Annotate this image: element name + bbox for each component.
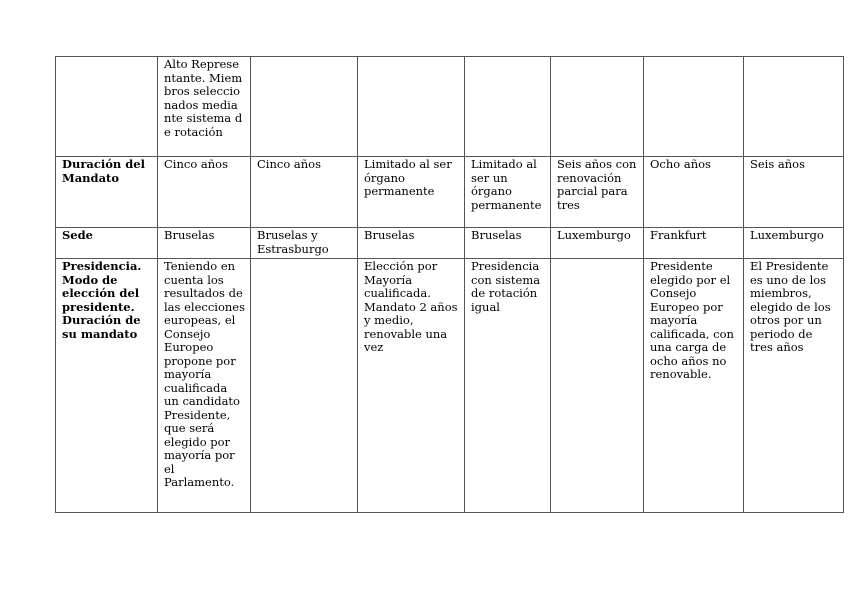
- table-cell: Luxemburgo: [551, 228, 644, 259]
- table-cell: Presidente elegido por el Consejo Europeo por mayoría calificada, con una carga de ocho años no renovable.: [644, 259, 744, 513]
- table-cell: [251, 57, 358, 157]
- table-cell: [358, 57, 465, 157]
- row-header-sede: Sede: [56, 228, 158, 259]
- table-cell: [465, 57, 551, 157]
- table-cell: Cinco años: [158, 157, 251, 228]
- table-cell: Elección por Mayoría cualificada. Mandato 2 años y medio, renovable una vez: [358, 259, 465, 513]
- table-cell: Cinco años: [251, 157, 358, 228]
- table-row: [56, 228, 844, 259]
- table-cell: [744, 57, 844, 157]
- table-cell: Luxemburgo: [744, 228, 844, 259]
- row-header-presidencia: Presidencia. Modo de elección del presidente. Duración de su mandato: [56, 259, 158, 513]
- table-cell: Teniendo en cuenta los resultados de las elecciones europeas, el Consejo Europeo propone por mayoría cualificada un candidato Presidente, que será elegido por mayoría por el Parlamento.: [158, 259, 251, 513]
- table-cell: Presidencia con sistema de rotación igual: [465, 259, 551, 513]
- table-cell: Limitado al ser órgano permanente: [358, 157, 465, 228]
- table-cell: El Presidente es uno de los miembros, elegido de los otros por un periodo de tres años: [744, 259, 844, 513]
- row-header-duracion: Duración del Mandato: [56, 157, 158, 228]
- table-cell: Bruselas: [358, 228, 465, 259]
- table-cell: [644, 57, 744, 157]
- table-cell: [56, 57, 158, 157]
- table-cell: [551, 259, 644, 513]
- table-cell: Bruselas: [158, 228, 251, 259]
- table-cell: Alto Representante. Miembros seleccionados mediante sistema de rotación: [158, 57, 251, 157]
- table-row: [56, 259, 844, 513]
- table-cell: Frankfurt: [644, 228, 744, 259]
- table-cell: Bruselas: [465, 228, 551, 259]
- table-cell: Bruselas y Estrasburgo: [251, 228, 358, 259]
- table-row: [56, 57, 844, 157]
- table-cell: [551, 57, 644, 157]
- institutions-table: [55, 56, 844, 513]
- table-row: [56, 157, 844, 228]
- table-cell: Ocho años: [644, 157, 744, 228]
- table-cell: Seis años con renovación parcial para tres: [551, 157, 644, 228]
- table-cell: [251, 259, 358, 513]
- table-cell: Limitado al ser un órgano permanente: [465, 157, 551, 228]
- table-cell: Seis años: [744, 157, 844, 228]
